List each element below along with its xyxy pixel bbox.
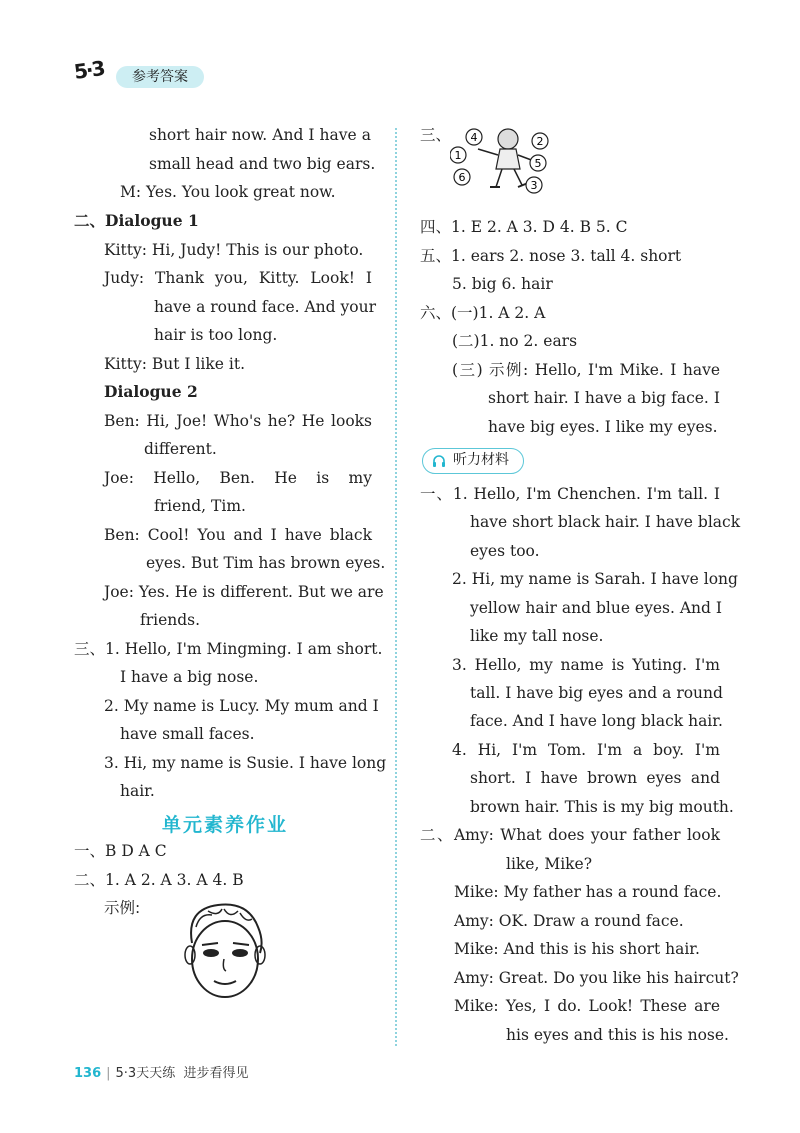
text-line: tall. I have big eyes and a round xyxy=(470,684,723,702)
text-line: Ben: Cool! You and I have black xyxy=(104,526,372,544)
text-line: 二、Amy: What does your father look xyxy=(420,826,720,844)
text-line: 五、1. ears 2. nose 3. tall 4. short xyxy=(420,247,682,265)
text-line: face. And I have long black hair. xyxy=(470,712,723,730)
text-line: 3. Hello, my name is Yuting. I'm xyxy=(452,656,720,674)
text-line: Kitty: But I like it. xyxy=(104,355,245,373)
text-line: Amy: Great. Do you like his haircut? xyxy=(454,969,739,987)
text-line: have short black hair. I have black xyxy=(470,513,741,531)
text-line: 5. big 6. hair xyxy=(452,275,553,293)
text-line: have big eyes. I like my eyes. xyxy=(488,418,718,436)
text-line: like, Mike? xyxy=(506,855,593,873)
text-line: short hair now. And I have a xyxy=(149,126,371,144)
text-line: different. xyxy=(144,440,217,458)
puppet-number: 4 xyxy=(470,131,478,144)
text-line: 二、1. A 2. A 3. A 4. B xyxy=(74,871,244,889)
text-line: yellow hair and blue eyes. And I xyxy=(470,599,722,617)
text-line: 4. Hi, I'm Tom. I'm a boy. I'm xyxy=(452,741,720,759)
text-line: friend, Tim. xyxy=(154,497,246,515)
text-line: hair is too long. xyxy=(154,326,278,344)
puppet-drawing xyxy=(450,125,550,197)
text-line: 三、 xyxy=(420,126,452,144)
text-line: eyes too. xyxy=(470,542,540,560)
puppet-number: 1 xyxy=(454,149,462,162)
text-line: Mike: And this is his short hair. xyxy=(454,940,700,958)
text-line: (三) 示例: Hello, I'm Mike. I have xyxy=(452,361,720,379)
text-line: Ben: Hi, Joe! Who's he? He looks xyxy=(104,412,372,430)
text-line: hair. xyxy=(120,782,155,800)
text-line: 2. Hi, my name is Sarah. I have long xyxy=(452,570,738,588)
text-line: eyes. But Tim has brown eyes. xyxy=(146,554,386,572)
text-line: have a round face. And your xyxy=(154,298,376,316)
page-number: 136 xyxy=(74,1066,102,1081)
text-line: small head and two big ears. xyxy=(149,155,376,173)
brand-logo: 5·3 xyxy=(72,56,105,84)
puppet-number: 6 xyxy=(458,171,466,184)
text-line: Judy: Thank you, Kitty. Look! I xyxy=(104,269,372,287)
text-line: Joe: Hello, Ben. He is my xyxy=(104,469,372,487)
puppet-number: 5 xyxy=(534,157,542,170)
text-line: Kitty: Hi, Judy! This is our photo. xyxy=(104,241,364,259)
text-line: Mike: Yes, I do. Look! These are xyxy=(454,997,720,1015)
text-line: his eyes and this is his nose. xyxy=(506,1026,729,1044)
text-line: Dialogue 2 xyxy=(104,382,198,401)
text-line: 3. Hi, my name is Susie. I have long xyxy=(104,754,387,772)
answer-key-tag: 参考答案 xyxy=(116,66,204,88)
boy-face-drawing xyxy=(178,897,272,1001)
text-line: 示例: xyxy=(104,899,141,917)
text-line: have small faces. xyxy=(120,725,255,743)
puppet-number: 3 xyxy=(530,179,538,192)
text-line: 一、1. Hello, I'm Chenchen. I'm tall. I xyxy=(420,485,720,503)
footer-separator: | xyxy=(106,1066,111,1081)
text-line: 2. My name is Lucy. My mum and I xyxy=(104,697,379,715)
text-line: short hair. I have a big face. I xyxy=(488,389,720,407)
column-divider xyxy=(395,128,397,1046)
listening-material-tag: 听力材料 xyxy=(422,448,524,474)
text-line: Amy: OK. Draw a round face. xyxy=(454,912,684,930)
text-line: like my tall nose. xyxy=(470,627,604,645)
text-line: M: Yes. You look great now. xyxy=(120,183,336,201)
series-slogan: 进步看得见 xyxy=(183,1066,249,1081)
headphones-icon xyxy=(431,453,447,469)
text-line: 三、1. Hello, I'm Mingming. I am short. xyxy=(74,640,383,658)
text-line: brown hair. This is my big mouth. xyxy=(470,798,734,816)
text-line: friends. xyxy=(140,611,201,629)
text-line: Joe: Yes. He is different. But we are xyxy=(104,583,384,601)
text-line: 一、B D A C xyxy=(74,842,167,860)
text-line: (二)1. no 2. ears xyxy=(452,332,578,350)
text-line: 六、(一)1. A 2. A xyxy=(420,304,546,322)
text-line: I have a big nose. xyxy=(120,668,259,686)
text-line: Mike: My father has a round face. xyxy=(454,883,722,901)
text-line: short. I have brown eyes and xyxy=(470,769,720,787)
unit-heading: 单元素养作业 xyxy=(162,814,289,836)
puppet-number: 2 xyxy=(536,135,544,148)
text-line: 四、1. E 2. A 3. D 4. B 5. C xyxy=(420,218,628,236)
series-name: 5·3天天练 xyxy=(115,1066,176,1081)
page-footer xyxy=(74,1062,249,1081)
text-line: 二、Dialogue 1 xyxy=(74,211,199,230)
